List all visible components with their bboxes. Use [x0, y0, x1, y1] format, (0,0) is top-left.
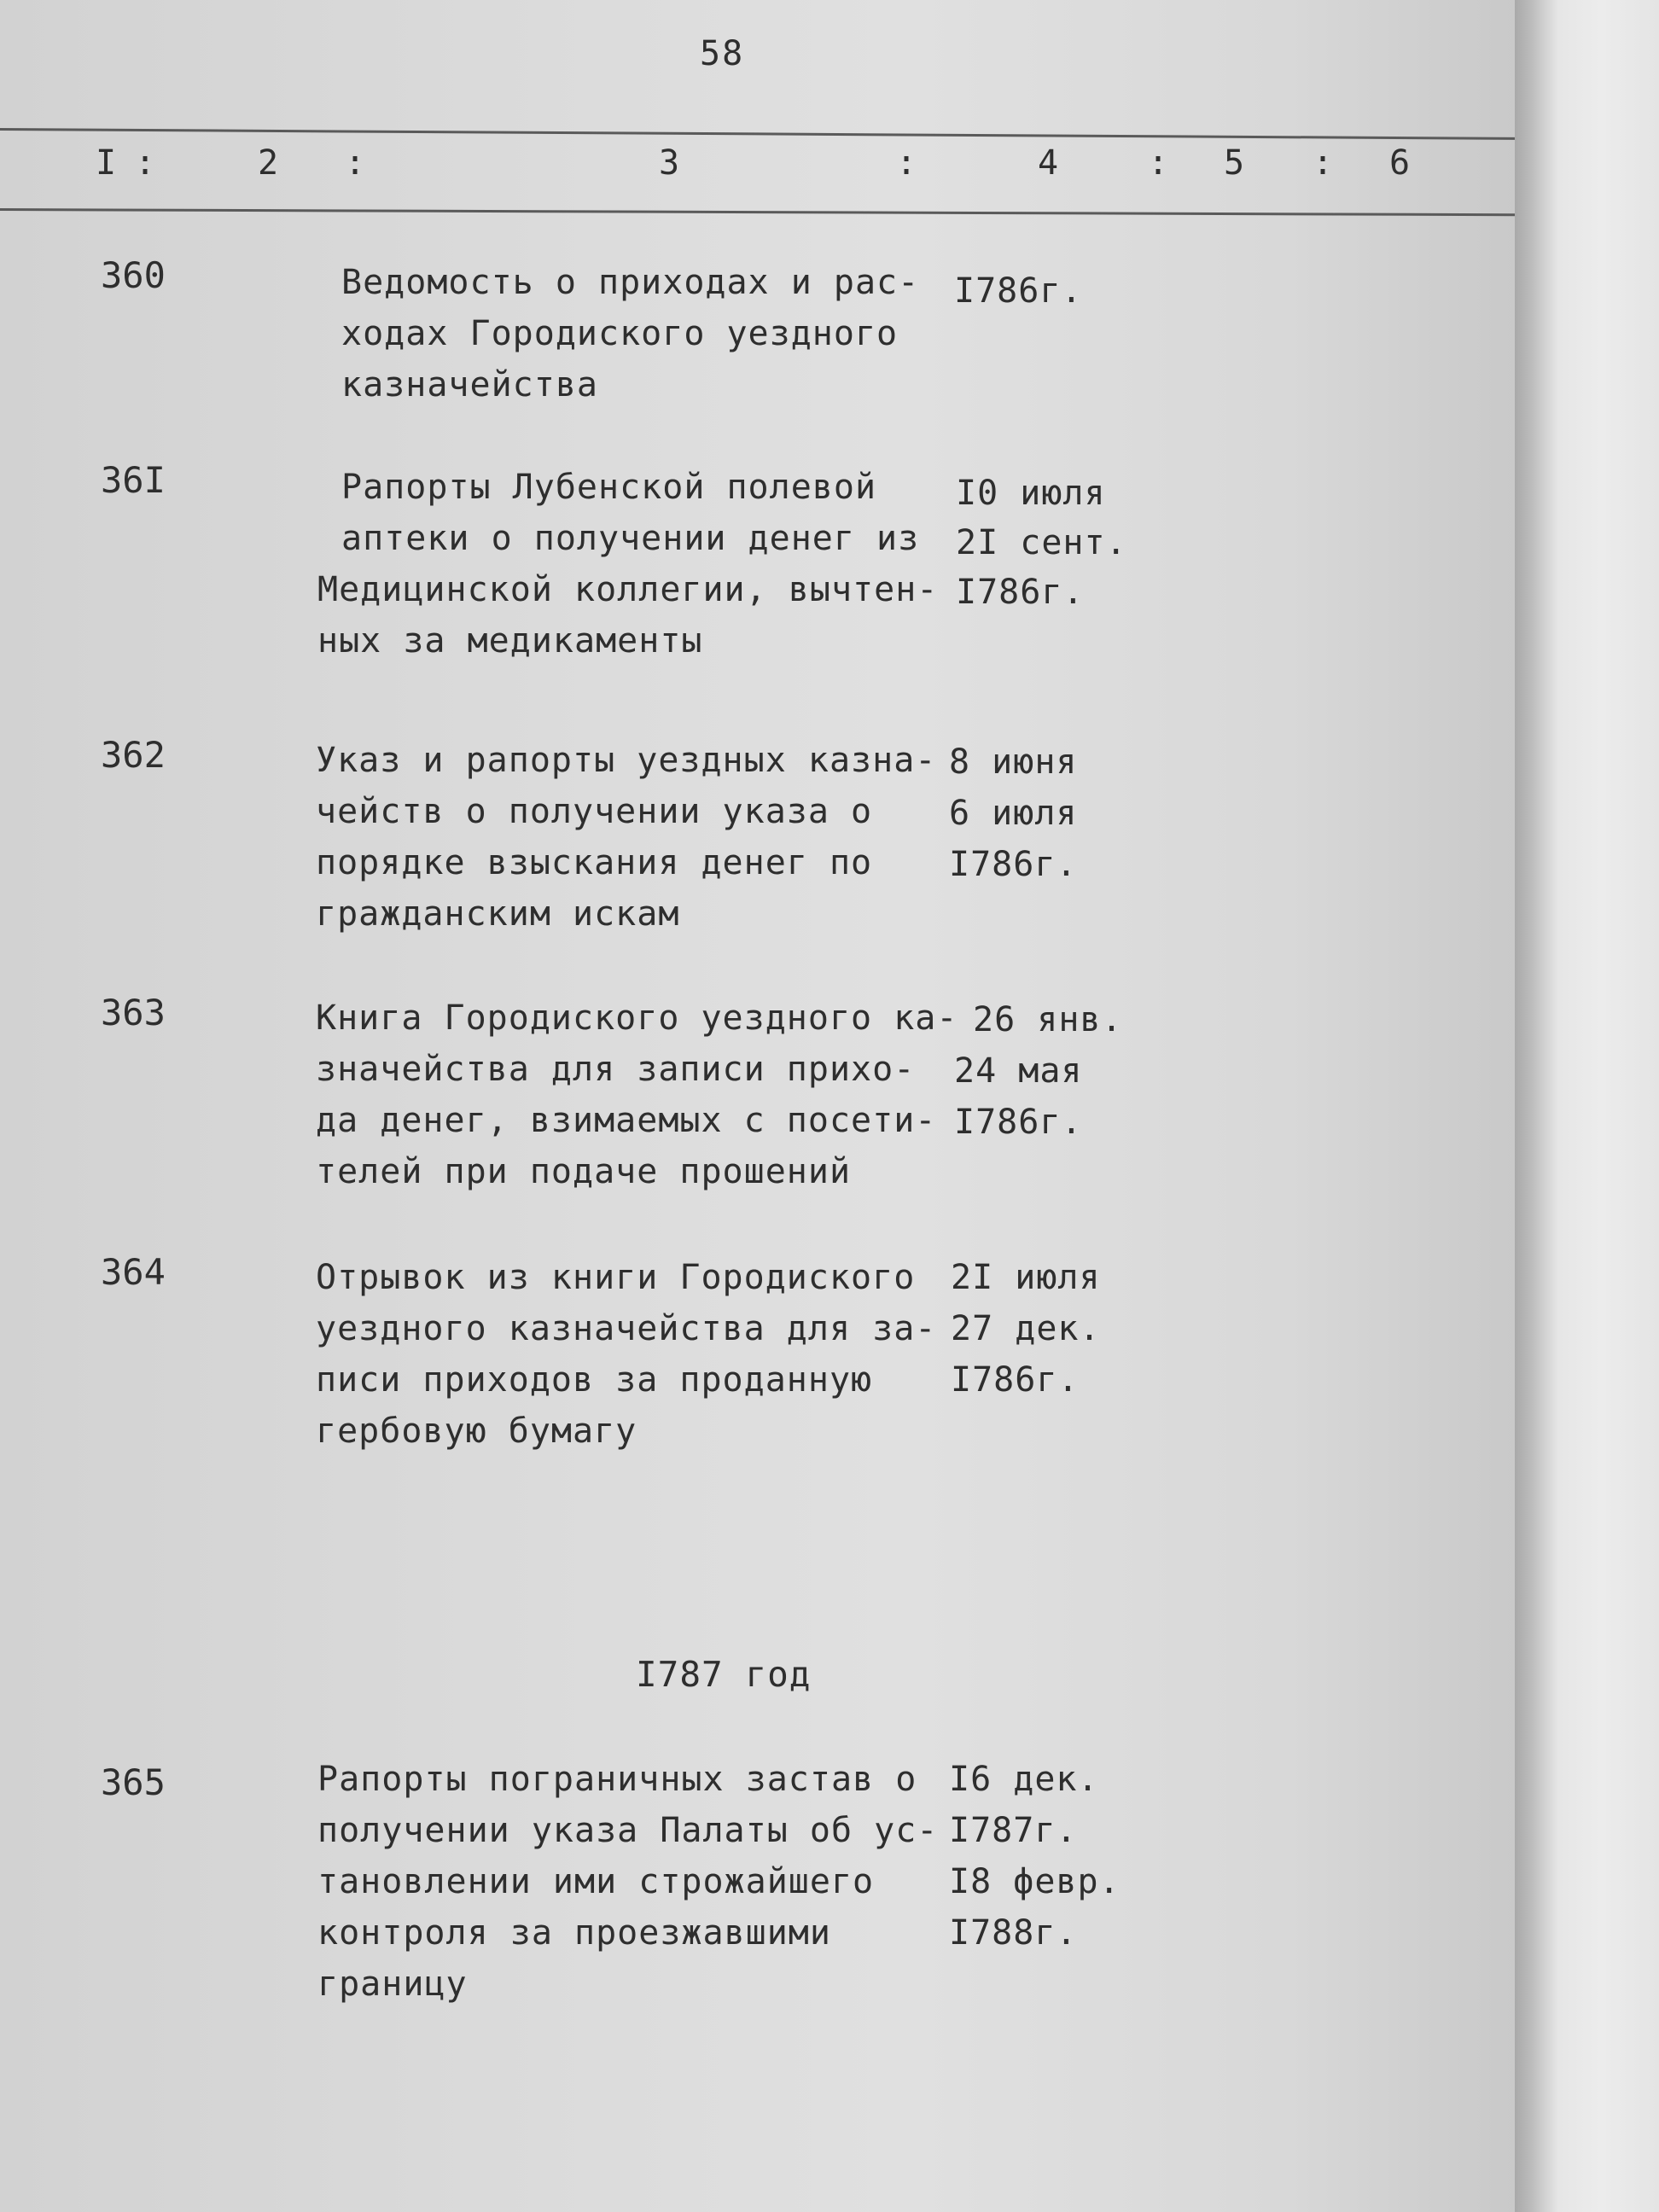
entry-number: 36I [101, 459, 166, 501]
entry-description-line: порядке взыскания денег по [316, 843, 873, 882]
entry-description-line: гербовую бумагу [316, 1412, 637, 1451]
entry-description-line: Указ и рапорты уездных казна- [316, 741, 937, 780]
entry-date-line: I786г. [951, 1360, 1080, 1400]
entry-date-line: 24 мая [954, 1051, 1083, 1091]
entry-number: 363 [101, 992, 166, 1033]
entry-date-line: I786г. [954, 1103, 1083, 1142]
entry-date-line: I6 дек. [949, 1760, 1099, 1799]
entry-description-line: Рапорты Лубенской полевой [341, 468, 877, 507]
entry-date-line: I788г. [949, 1913, 1078, 1953]
entry-description-line: ходах Городиского уездного [341, 314, 899, 353]
entry-description-line: аптеки о получении денег из [341, 519, 920, 558]
entry-date-line: 8 июня [949, 742, 1078, 782]
entry-date-line: I786г. [949, 845, 1078, 884]
entry-description-line: уездного казначейства для за- [316, 1309, 937, 1348]
entry-description-line: Рапорты пограничных застав о [317, 1760, 917, 1799]
column-separator-1: : [135, 143, 156, 183]
column-separator-4: : [1148, 143, 1169, 183]
entry-description-line: границу [317, 1965, 468, 2004]
entry-description-line: Отрывок из книги Городиского [316, 1258, 916, 1297]
column-separator-3: : [896, 143, 917, 183]
entry-description-line: гражданским искам [316, 894, 680, 934]
next-page-edge [1515, 0, 1659, 2212]
entry-description-line: Книга Городиского уездного ка- [316, 998, 958, 1038]
entry-number: 362 [101, 734, 166, 776]
entry-description-line: телей при подаче прошений [316, 1152, 852, 1191]
entry-description-line: значейства для записи прихо- [316, 1050, 916, 1089]
entry-description-line: чейств о получении указа о [316, 792, 873, 831]
column-header-1: I [96, 143, 117, 183]
entry-date-line: I787г. [949, 1811, 1078, 1850]
entry-date-line: I786г. [956, 573, 1085, 612]
entry-description-line: да денег, взимаемых с посети- [316, 1101, 937, 1140]
column-separator-2: : [345, 143, 366, 183]
entry-description-line: Медицинской коллегии, вычтен- [317, 570, 939, 609]
entry-date-line: 26 янв. [973, 1000, 1123, 1039]
entry-date-line: 2I июля [951, 1258, 1101, 1297]
column-header-2: 2 [258, 143, 279, 183]
entry-description-line: писи приходов за проданную [316, 1360, 873, 1400]
entry-number: 365 [101, 1761, 166, 1803]
entry-description-line: тановлении ими строжайшего [317, 1862, 875, 1901]
entry-description-line: ных за медикаменты [317, 621, 703, 661]
entry-date-line: 2I сент. [956, 523, 1127, 562]
entry-description-line: получении указа Палаты об ус- [317, 1811, 939, 1850]
column-header-3: 3 [659, 143, 680, 183]
column-header-5: 5 [1224, 143, 1245, 183]
entry-date-line: I8 февр. [949, 1862, 1121, 1901]
page-number: 58 [700, 34, 745, 73]
entry-date-line: 27 дек. [951, 1309, 1101, 1348]
column-header-4: 4 [1038, 143, 1059, 183]
entry-description-line: Ведомость о приходах и рас- [341, 263, 920, 302]
section-heading-year: I787 год [636, 1654, 812, 1695]
entry-date-line: I0 июля [956, 474, 1106, 513]
entry-number: 360 [101, 254, 166, 296]
column-separator-5: : [1313, 143, 1334, 183]
entry-description-line: казначейства [341, 365, 598, 405]
entry-number: 364 [101, 1251, 166, 1293]
entry-date-line: 6 июля [949, 794, 1078, 833]
entry-description-line: контроля за проезжавшими [317, 1913, 831, 1953]
column-header-6: 6 [1389, 143, 1411, 183]
entry-date-line: I786г. [954, 271, 1083, 311]
